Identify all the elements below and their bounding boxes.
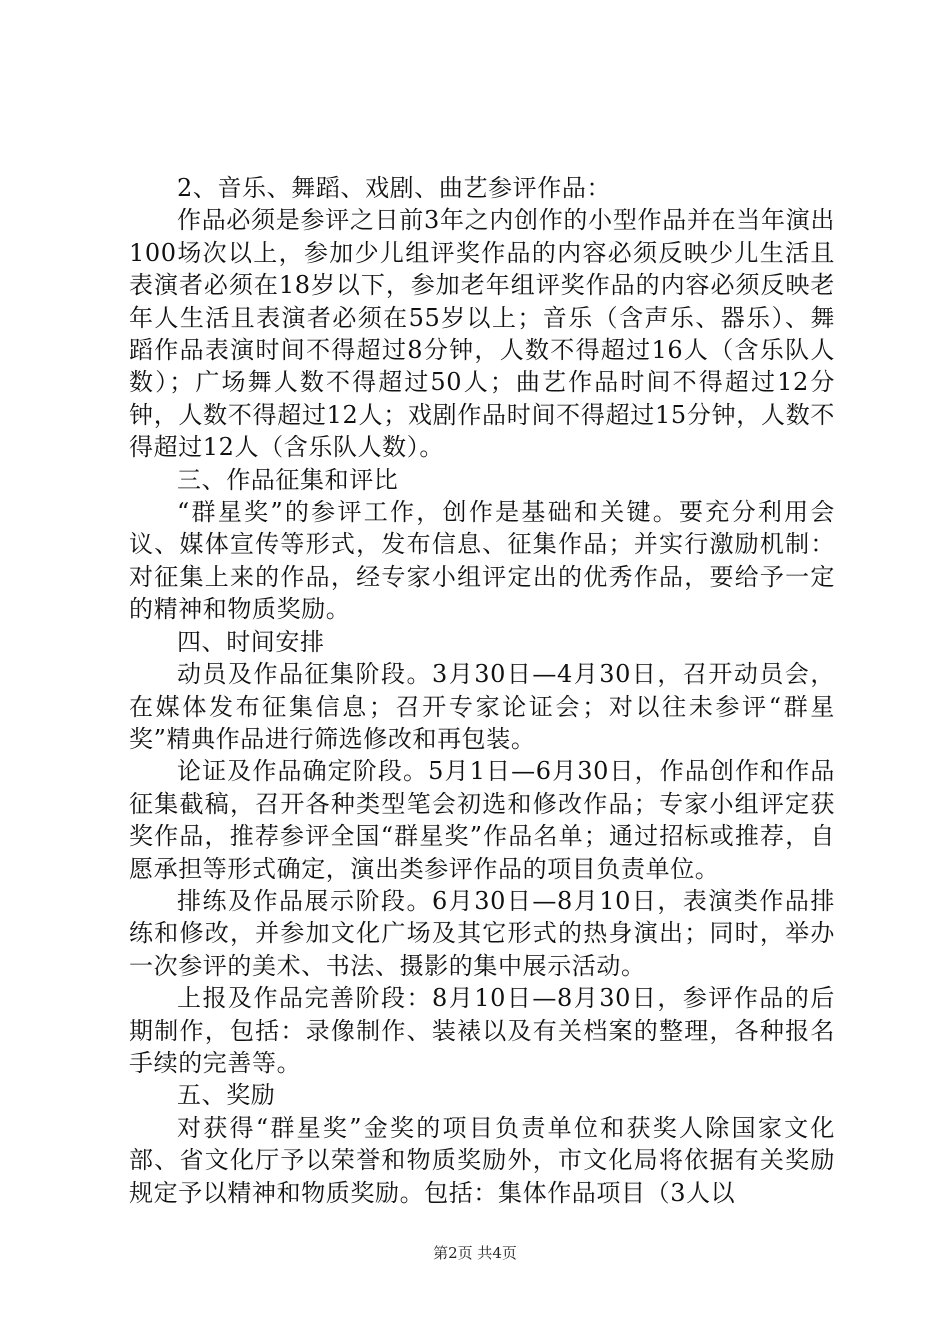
paragraph-schedule-rehearsal: 排练及作品展示阶段。6月30日—8月10日，表演类作品排练和修改，并参加文化广场及其它形式的热身演出；同时，举办一次参评的美术、书法、摄影的集中展示活动。 xyxy=(129,886,835,980)
paragraph-music-dance-requirements: 作品必须是参评之日前3年之内创作的小型作品并在当年演出100场次以上，参加少儿组评奖作品的内容必须反映少儿生活且表演者必须在18岁以下，参加老年组评奖作品的内容必须反映老年人生活且表演者必须在55岁以上；音乐（含声乐、器乐）、舞蹈作品表演时间不得超过8分钟，人数不得超过16人（含乐队人数）；广场舞人数不得超过50人；曲艺作品时间不得超过12分钟，人数不得超过12人；戏剧作品时间不得超过15分钟，人数不得超过12人（含乐队人数）。 xyxy=(129,206,835,462)
paragraph-schedule-confirmation: 论证及作品确定阶段。5月1日—6月30日，作品创作和作品征集截稿，召开各种类型笔会初选和修改作品；专家小组评定获奖作品，推荐参评全国“群星奖”作品名单；通过招标或推荐，自愿承担等形式确定，演出类参评作品的项目负责单位。 xyxy=(129,757,835,883)
section-heading-collection: 三、作品征集和评比 xyxy=(177,465,399,494)
paragraph-collection: “群星奖”的参评工作，创作是基础和关键。要充分利用会议、媒体宣传等形式，发布信息、征集作品；并实行激励机制：对征集上来的作品，经专家小组评定出的优秀作品，要给予一定的精神和物质奖励。 xyxy=(129,498,835,624)
paragraph-schedule-submission: 上报及作品完善阶段：8月10日—8月30日，参评作品的后期制作，包括：录像制作、装裱以及有关档案的整理，各种报名手续的完善等。 xyxy=(129,984,835,1077)
paragraph-schedule-mobilization: 动员及作品征集阶段。3月30日—4月30日，召开动员会，在媒体发布征集信息；召开专家论证会；对以往未参评“群星奖”精典作品进行筛选修改和再包装。 xyxy=(129,660,835,753)
paragraph-music-dance-heading: 2、音乐、舞蹈、戏剧、曲艺参评作品： xyxy=(177,174,612,202)
page-footer: 第2页 共4页 xyxy=(433,1244,517,1262)
section-heading-schedule: 四、时间安排 xyxy=(177,627,325,656)
document-body xyxy=(129,172,835,1209)
paragraph-awards: 对获得“群星奖”金奖的项目负责单位和获奖人除国家文化部、省文化厅予以荣誉和物质奖励外，市文化局将依据有关奖励规定予以精神和物质奖励。包括：集体作品项目（3人以 xyxy=(129,1113,835,1207)
section-heading-awards: 五、奖励 xyxy=(177,1081,276,1110)
